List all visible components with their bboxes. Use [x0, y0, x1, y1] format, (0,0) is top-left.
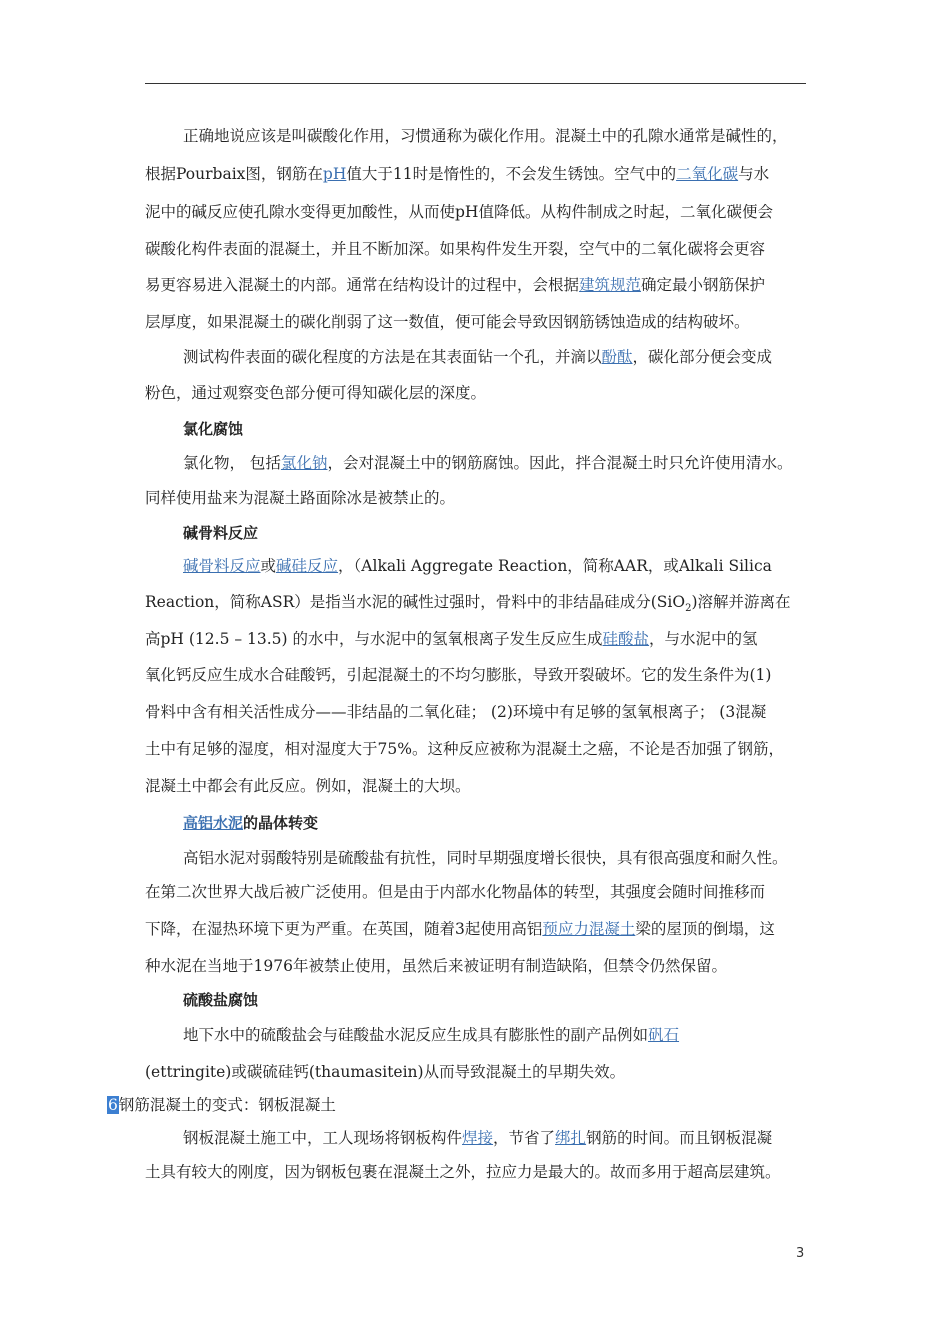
header-rule: [145, 83, 806, 84]
text-run: 下降，在湿热环境下更为严重。在英国，随着3起使用高铝: [145, 920, 543, 938]
text-line: [145, 270, 810, 300]
hyperlink[interactable]: 酚酞: [601, 348, 633, 366]
text-line: [145, 234, 810, 264]
text-run: ，碳化部分便会变成: [632, 348, 773, 366]
section-heading: [183, 518, 810, 548]
text-run: 碳酸化构件表面的混凝土，并且不断加深。如果构件发生开裂，空气中的二氧化碳将会更容: [145, 240, 766, 258]
hyperlink[interactable]: 二氧化碳: [676, 165, 739, 183]
text-run: 梁的屋顶的倒塌，这: [635, 920, 775, 938]
text-run: ，与水泥中的氢: [649, 630, 758, 648]
text-run: 或: [260, 557, 277, 575]
text-run: 土具有较大的刚度，因为钢板包裹在混凝土之外，拉应力是最大的。故而多用于超高层建筑。: [145, 1163, 781, 1181]
text-line: [183, 843, 810, 873]
page-number: 3: [796, 1246, 805, 1261]
hyperlink[interactable]: pH: [322, 165, 347, 183]
text-line: [183, 1123, 810, 1153]
hyperlink[interactable]: 焊接: [462, 1129, 494, 1147]
text-run: 氧化钙反应生成水合硅酸钙，引起混凝土的不均匀膨胀，导致开裂破坏。它的发生条件为(1): [145, 666, 772, 684]
hyperlink[interactable]: 矾石: [648, 1026, 680, 1044]
text-line: [145, 951, 810, 981]
section-heading: [183, 985, 810, 1015]
hyperlink[interactable]: 碱硅反应: [276, 557, 339, 575]
text-line: [145, 1057, 810, 1087]
text-run: (ettringite)或碳硫硅钙(thaumasitein)从而导致混凝土的早期失效。: [145, 1063, 626, 1081]
text-line: [107, 1090, 772, 1120]
text-run: 高pH (12.5 – 13.5) 的水中，与水泥中的氢氧根离子发生反应生成: [145, 630, 603, 648]
text-run: 氯化物， 包括: [183, 454, 281, 472]
text-line: [145, 378, 810, 408]
text-run: 高铝水泥对弱酸特别是硫酸盐有抗性，同时早期强度增长很快，具有很高强度和耐久性。: [183, 849, 788, 867]
text-line: [183, 551, 810, 581]
text-line: [183, 448, 810, 478]
text-line: [183, 1020, 810, 1050]
text-line: [145, 159, 810, 189]
text-run: ，会对混凝土中的钢筋腐蚀。因此，拌合混凝土时只允许使用清水。: [327, 454, 793, 472]
text-run: 确定最小钢筋保护: [641, 276, 766, 294]
text-line: [145, 771, 810, 801]
section-heading: [183, 414, 810, 444]
hyperlink[interactable]: 建筑规范: [579, 276, 642, 294]
text-line: [145, 914, 810, 944]
text-line: [145, 587, 810, 617]
text-run: ，（Alkali Aggregate Reaction，简称AAR，或Alkali Silica: [338, 557, 772, 575]
hyperlink[interactable]: 预应力混凝土: [542, 920, 636, 938]
text-run: 种水泥在当地于1976年被禁止使用，虽然后来被证明有制造缺陷，但禁令仍然保留。: [145, 957, 727, 975]
section-heading: [183, 808, 810, 838]
selection-highlight: 6: [108, 1096, 118, 1114]
subscript: 2: [685, 603, 692, 615]
text-run: 正确地说应该是叫碳酸化作用，习惯通称为碳化作用。混凝土中的孔隙水通常是碱性的，: [183, 127, 788, 145]
text-run: 混凝土中都会有此反应。例如，混凝土的大坝。: [145, 777, 471, 795]
text-run: 粉色，通过观察变色部分便可得知碳化层的深度。: [145, 384, 487, 402]
hyperlink[interactable]: 高铝水泥: [183, 814, 244, 832]
hyperlink[interactable]: 硅酸盐: [602, 630, 650, 648]
text-run: 测试构件表面的碳化程度的方法是在其表面钻一个孔，并滴以: [183, 348, 602, 366]
text-run: )溶解并游离在: [691, 593, 791, 611]
text-line: [145, 483, 810, 513]
text-run: 氯化腐蚀: [183, 420, 244, 438]
text-line: [183, 342, 810, 372]
text-run: 硫酸盐腐蚀: [183, 991, 259, 1009]
hyperlink[interactable]: 碱骨料反应: [183, 557, 261, 575]
text-run: 钢板混凝土施工中，工人现场将钢板构件: [183, 1129, 463, 1147]
text-line: [145, 697, 810, 727]
text-run: Reaction，简称ASR）是指当水泥的碱性过强时，骨料中的非结晶硅成分(SiO: [145, 593, 686, 611]
text-line: [145, 1157, 810, 1187]
text-run: 土中有足够的湿度，相对湿度大于75%。这种反应被称为混凝土之癌，不论是否加强了钢筋，: [145, 740, 784, 758]
text-run: 同样使用盐来为混凝土路面除冰是被禁止的。: [145, 489, 456, 507]
text-run: 根据Pourbaix图，钢筋在: [145, 165, 323, 183]
text-line: [145, 307, 810, 337]
text-line: [145, 734, 810, 764]
text-run: 泥中的碱反应使孔隙水变得更加酸性，从而使pH值降低。从构件制成之时起，二氧化碳便会: [145, 203, 773, 221]
text-line: [145, 660, 810, 690]
text-line: [183, 121, 810, 151]
text-run: 骨料中含有相关活性成分——非结晶的二氧化硅； (2)环境中有足够的氢氧根离子； (3混凝: [145, 703, 767, 721]
text-run: 在第二次世界大战后被广泛使用。但是由于内部水化物晶体的转型，其强度会随时间推移而: [145, 883, 766, 901]
text-run: 易更容易进入混凝土的内部。通常在结构设计的过程中，会根据: [145, 276, 580, 294]
text-run: 碱骨料反应: [183, 524, 259, 542]
text-line: [145, 197, 810, 227]
text-run: 与水: [738, 165, 770, 183]
hyperlink[interactable]: 绑扎: [555, 1129, 587, 1147]
text-run: 地下水中的硫酸盐会与硅酸盐水泥反应生成具有膨胀性的副产品例如: [183, 1026, 649, 1044]
text-run: 钢筋的时间。而且钢板混凝: [586, 1129, 773, 1147]
text-run: 值大于11时是惰性的，不会发生锈蚀。空气中的: [346, 165, 677, 183]
text-run: 钢筋混凝土的变式：钢板混凝土: [118, 1096, 336, 1114]
text-line: [145, 624, 810, 654]
text-run: 层厚度，如果混凝土的碳化削弱了这一数值，便可能会导致因钢筋锈蚀造成的结构破坏。: [145, 313, 750, 331]
text-run: 的晶体转变: [243, 814, 319, 832]
hyperlink[interactable]: 氯化钠: [280, 454, 328, 472]
text-line: [145, 877, 810, 907]
text-run: ，节省了: [493, 1129, 556, 1147]
